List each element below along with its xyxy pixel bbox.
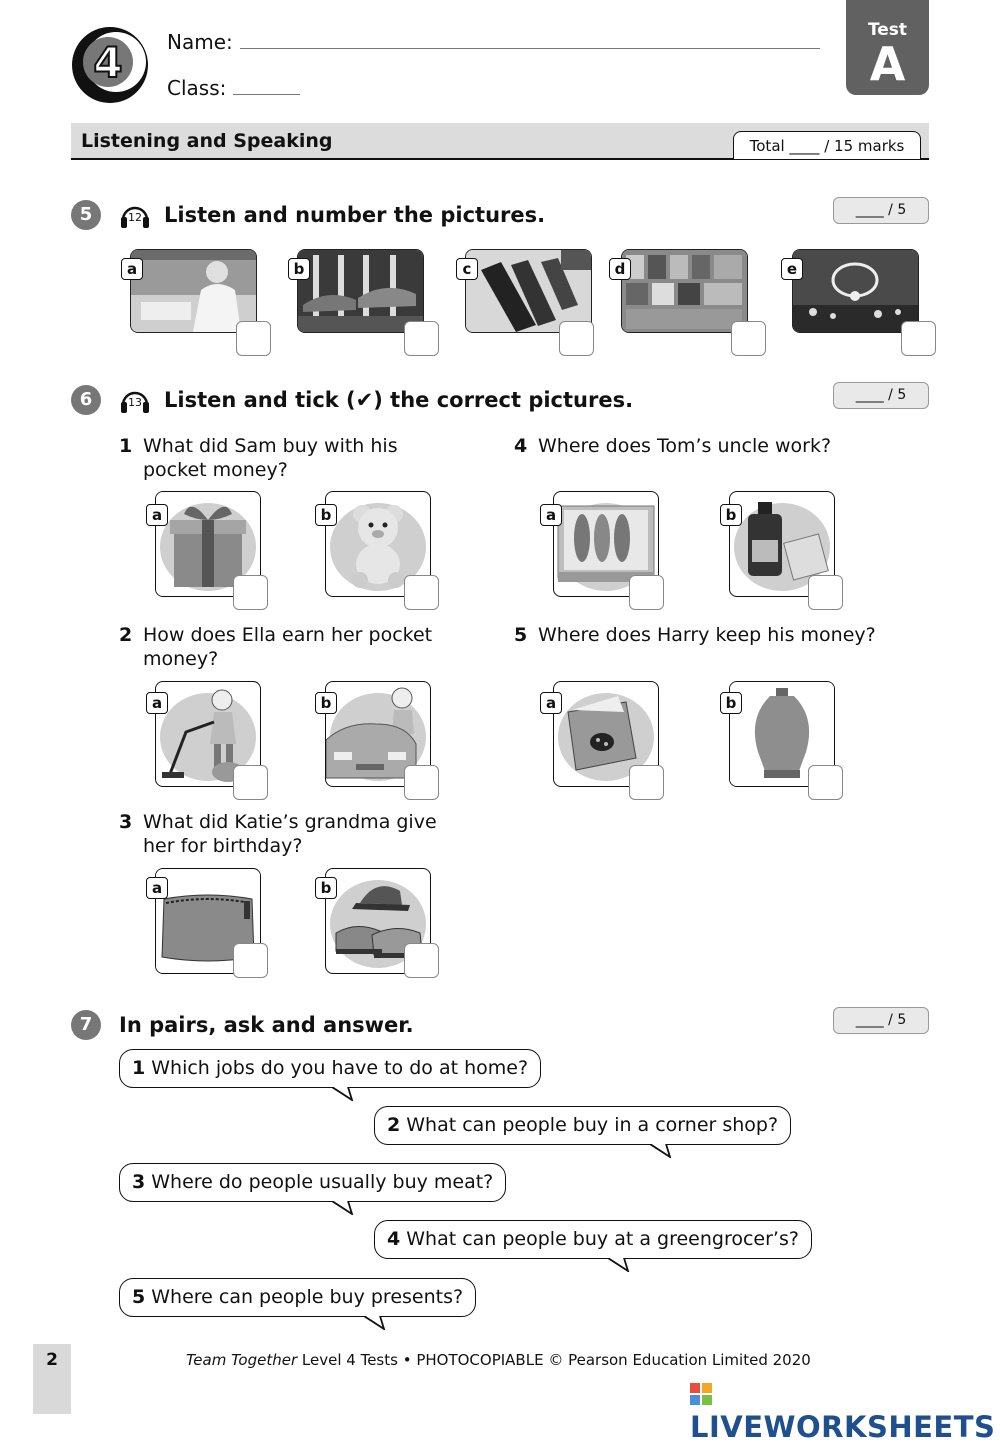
bubble-number: 3: [132, 1171, 146, 1193]
pic-letter-1a: a: [146, 504, 168, 526]
class-label: Class:: [167, 76, 227, 100]
class-line[interactable]: [233, 94, 300, 95]
bubble-text: What can people buy at a greengrocer’s?: [406, 1228, 799, 1250]
tick-box-4b[interactable]: [808, 575, 843, 610]
pic-letter-3a: a: [146, 877, 168, 899]
photo-letter-a: a: [121, 258, 143, 280]
logo-text: LIVEWORKSHEETS: [690, 1410, 996, 1444]
tick-box-1a[interactable]: [233, 575, 268, 610]
bubble-tail: [364, 1316, 386, 1330]
photo-letter-d: d: [609, 258, 631, 280]
pic-letter-3b: b: [315, 877, 337, 899]
question-number: 4: [514, 435, 528, 457]
pic-letter-4b: b: [720, 504, 742, 526]
answer-box-5d[interactable]: [731, 321, 766, 356]
track-number: 13: [128, 396, 142, 409]
question-number: 3: [119, 811, 133, 833]
exercise-6-title: Listen and tick (✔) the correct pictures.: [164, 388, 634, 412]
pic-letter-2b: b: [315, 692, 337, 714]
speech-bubble-1: [119, 1049, 541, 1088]
question-4: [514, 434, 831, 458]
tick-box-2a[interactable]: [233, 765, 268, 800]
photo-letter-c: c: [456, 258, 478, 280]
bubble-number: 1: [132, 1057, 146, 1079]
photo-shoes: [297, 249, 424, 333]
question-number: 2: [119, 624, 133, 646]
bubble-tail: [608, 1258, 630, 1272]
question-1: [119, 434, 398, 482]
exercise-6-marks: ____ / 5: [833, 382, 929, 409]
headphones-icon: [118, 383, 152, 417]
question-text: pocket money?: [143, 459, 288, 481]
pic-letter-1b: b: [315, 504, 337, 526]
bubble-text: Where do people usually buy meat?: [151, 1171, 494, 1193]
photo-jewellery: [792, 249, 919, 333]
footer-text: [186, 1351, 811, 1369]
bubble-text: What can people buy in a corner shop?: [406, 1114, 779, 1136]
answer-box-5b[interactable]: [404, 321, 439, 356]
bubble-tail: [332, 1087, 354, 1101]
bubble-number: 4: [387, 1228, 401, 1250]
pic-letter-5b: b: [720, 692, 742, 714]
unit-number: 4: [93, 38, 123, 87]
question-number: 5: [514, 624, 528, 646]
exercise-7-title: In pairs, ask and answer.: [119, 1013, 414, 1037]
name-label: Name:: [167, 30, 233, 54]
photo-letter-e: e: [781, 258, 803, 280]
pic-letter-2a: a: [146, 692, 168, 714]
speech-bubble-5: [119, 1278, 476, 1317]
answer-box-5c[interactable]: [559, 321, 594, 356]
section-title: Listening and Speaking: [81, 130, 333, 152]
pic-letter-4a: a: [540, 504, 562, 526]
bubble-tail: [650, 1144, 672, 1158]
exercise-5-marks: ____ / 5: [833, 197, 929, 224]
exercise-5-title: Listen and number the pictures.: [164, 203, 546, 227]
photo-shop-assistant: [130, 249, 257, 333]
tick-box-2b[interactable]: [404, 765, 439, 800]
question-text: her for birthday?: [143, 835, 303, 857]
speech-bubble-3: [119, 1163, 506, 1202]
page-number: 2: [33, 1344, 71, 1414]
speech-bubble-2: [374, 1106, 791, 1145]
test-letter: A: [869, 37, 906, 91]
footer-copyright: Level 4 Tests • PHOTOCOPIABLE © Pearson Education Limited 2020: [297, 1351, 811, 1369]
bubble-text: Where can people buy presents?: [151, 1286, 464, 1308]
exercise-6-number: 6: [71, 385, 101, 415]
unit-badge: [70, 22, 150, 108]
question-2: [119, 623, 432, 671]
tick-box-3a[interactable]: [233, 943, 268, 978]
track-number: 12: [128, 211, 142, 224]
series-name: Team Together: [186, 1351, 298, 1369]
bubble-text: Which jobs do you have to do at home?: [151, 1057, 529, 1079]
bubble-number: 5: [132, 1286, 146, 1308]
question-text: What did Sam buy with his: [143, 435, 398, 457]
name-line[interactable]: [240, 48, 820, 49]
bubble-number: 2: [387, 1114, 401, 1136]
question-text: Where does Harry keep his money?: [538, 624, 876, 646]
tick-box-1b[interactable]: [404, 575, 439, 610]
photo-letter-b: b: [288, 258, 310, 280]
exercise-7-marks: ____ / 5: [833, 1007, 929, 1034]
tick-box-5b[interactable]: [808, 765, 843, 800]
question-text: Where does Tom’s uncle work?: [538, 435, 832, 457]
bubble-tail: [332, 1201, 354, 1215]
question-number: 1: [119, 435, 133, 457]
answer-box-5a[interactable]: [236, 321, 271, 356]
liveworksheets-logo[interactable]: [690, 1376, 1000, 1444]
answer-box-5e[interactable]: [901, 321, 936, 356]
exercise-5-number: 5: [71, 200, 101, 230]
exercise-7-number: 7: [71, 1010, 101, 1040]
tick-box-4a[interactable]: [629, 575, 664, 610]
photo-newsagent: [621, 249, 748, 333]
question-text: What did Katie’s grandma give: [143, 811, 437, 833]
tick-box-3b[interactable]: [404, 943, 439, 978]
question-text: How does Ella earn her pocket: [143, 624, 433, 646]
question-5: [514, 623, 876, 647]
test-tab: [846, 0, 929, 95]
total-marks-box: Total ____ / 15 marks: [733, 131, 921, 159]
tick-box-5a[interactable]: [629, 765, 664, 800]
pic-letter-5a: a: [540, 692, 562, 714]
liveworksheets-icon: [690, 1378, 712, 1400]
speech-bubble-4: [374, 1220, 812, 1259]
question-text: money?: [143, 648, 219, 670]
headphones-icon: [118, 198, 152, 232]
question-3: [119, 810, 437, 858]
test-label: Test: [867, 20, 908, 40]
